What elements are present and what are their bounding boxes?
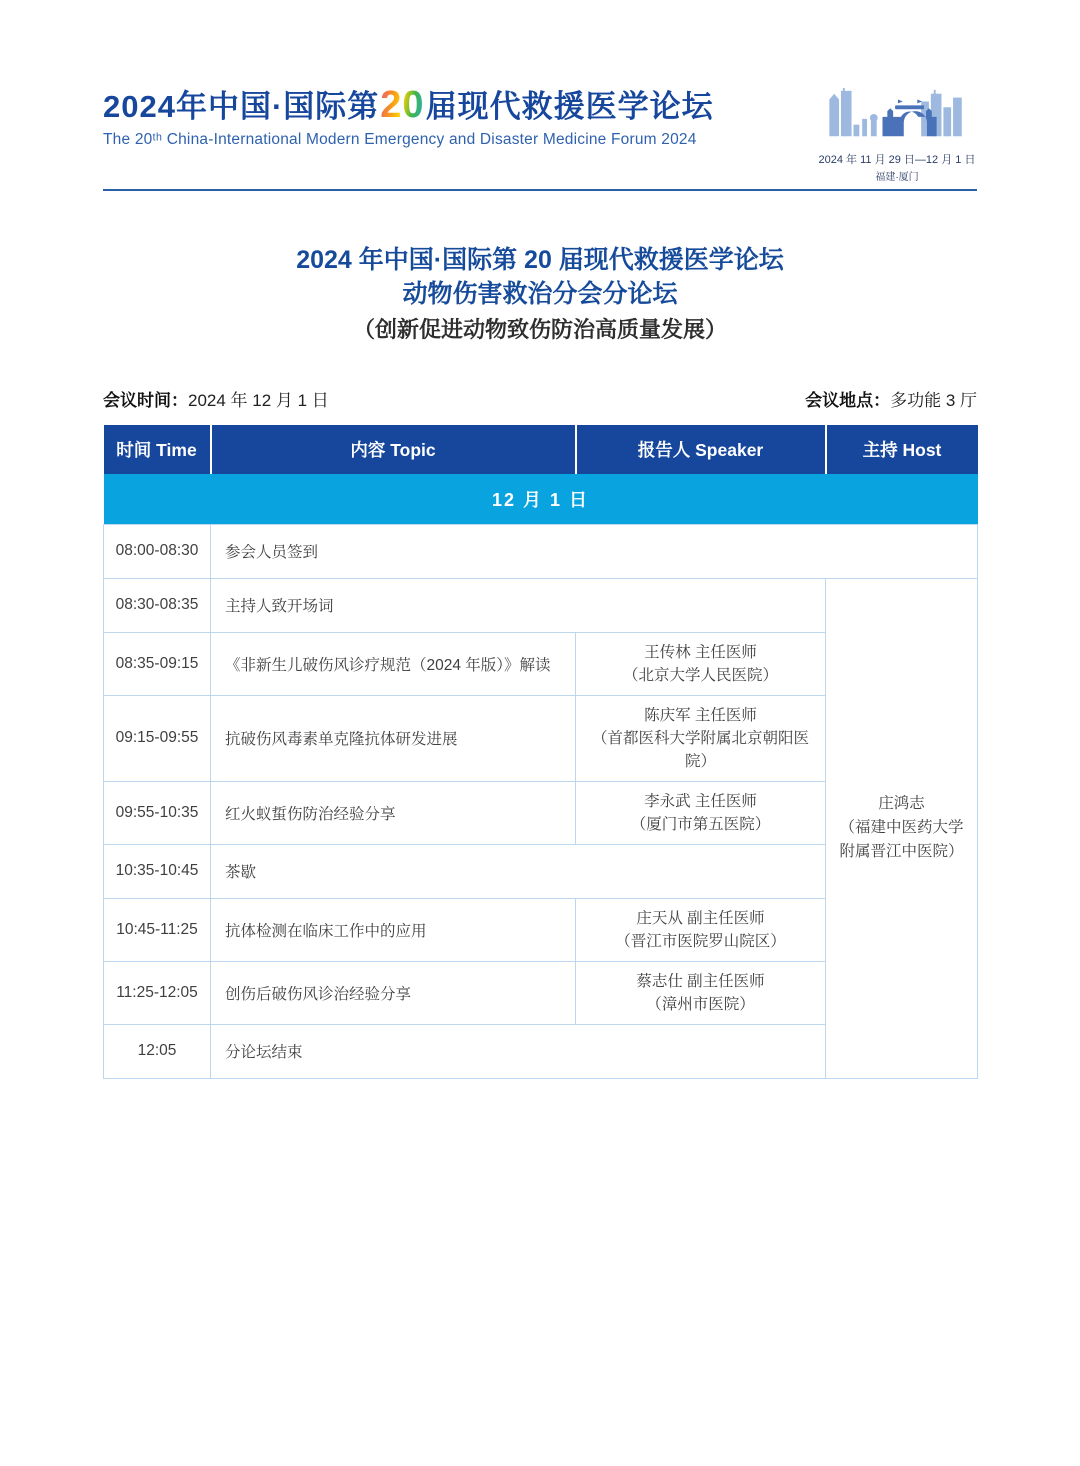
topic-cell: 抗体检测在临床工作中的应用 bbox=[211, 898, 576, 961]
header-divider bbox=[103, 189, 977, 191]
date-band: 12 月 1 日 bbox=[104, 474, 978, 524]
speaker-cell bbox=[576, 632, 826, 695]
time-cell: 08:35-09:15 bbox=[104, 632, 211, 695]
logo-subtitle-en: The 20ᵗʰ China-International Modern Emergency and Disaster Medicine Forum 2024 bbox=[103, 130, 697, 148]
column-header-row bbox=[104, 425, 978, 474]
time-cell: 12:05 bbox=[104, 1024, 211, 1078]
topic-cell: 参会人员签到 bbox=[211, 524, 978, 578]
schedule-table bbox=[103, 425, 978, 1079]
time-cell: 09:55-10:35 bbox=[104, 781, 211, 844]
time-cell: 08:00-08:30 bbox=[104, 524, 211, 578]
speaker-name: 蔡志仕 副主任医师 bbox=[636, 972, 765, 990]
speaker-org: （首都医科大学附属北京朝阳医院） bbox=[591, 729, 809, 770]
time-cell: 10:45-11:25 bbox=[104, 898, 211, 961]
badge-date: 2024 年 11 月 29 日—12 月 1 日 bbox=[818, 154, 976, 166]
badge-location: 福建·厦门 bbox=[875, 172, 919, 183]
title-line-3: （创新促进动物致伤防治高质量发展） bbox=[352, 317, 727, 342]
column-header-speaker: 报告人 Speaker bbox=[576, 425, 826, 474]
event-badge bbox=[817, 86, 977, 183]
time-cell: 10:35-10:45 bbox=[104, 844, 211, 898]
speaker-cell bbox=[576, 961, 826, 1024]
speaker-cell bbox=[576, 695, 826, 781]
forum-logo bbox=[103, 84, 714, 149]
column-header-time: 时间 Time bbox=[104, 425, 211, 474]
host-org-line: 附属晋江中医院） bbox=[839, 843, 964, 860]
topic-cell: 分论坛结束 bbox=[211, 1024, 826, 1078]
time-cell: 11:25-12:05 bbox=[104, 961, 211, 1024]
speaker-name: 李永武 主任医师 bbox=[644, 792, 757, 810]
logo-title bbox=[103, 84, 714, 128]
meeting-location bbox=[805, 386, 977, 411]
topic-cell: 红火蚁蜇伤防治经验分享 bbox=[211, 781, 576, 844]
host-name: 庄鸿志 bbox=[878, 795, 925, 812]
speaker-cell bbox=[576, 781, 826, 844]
logo-title-post: 届现代救援医学论坛 bbox=[425, 89, 714, 124]
speaker-org: （北京大学人民医院） bbox=[622, 666, 778, 684]
meeting-time-label: 会议时间： bbox=[103, 391, 188, 410]
logo-title-pre: 2024年中国·国际第 bbox=[103, 89, 380, 124]
topic-cell: 主持人致开场词 bbox=[211, 578, 826, 632]
table-row bbox=[104, 524, 978, 578]
speaker-name: 陈庆军 主任医师 bbox=[644, 706, 757, 724]
time-cell: 08:30-08:35 bbox=[104, 578, 211, 632]
topic-cell: 创伤后破伤风诊治经验分享 bbox=[211, 961, 576, 1024]
host-cell bbox=[826, 578, 978, 1078]
meeting-time-value: 2024 年 12 月 1 日 bbox=[188, 391, 329, 410]
title-line-1: 2024 年中国·国际第 20 届现代救援医学论坛 bbox=[296, 246, 784, 274]
column-header-host: 主持 Host bbox=[826, 425, 978, 474]
meeting-location-label: 会议地点： bbox=[805, 391, 891, 410]
column-header-topic: 内容 Topic bbox=[211, 425, 576, 474]
topic-cell: 茶歇 bbox=[211, 844, 826, 898]
title-line-2: 动物伤害救治分会分论坛 bbox=[402, 280, 678, 308]
host-org-line: （福建中医药大学 bbox=[839, 819, 964, 836]
table-row bbox=[104, 578, 978, 632]
speaker-org: （晋江市医院罗山院区） bbox=[615, 932, 786, 950]
speaker-name: 庄天从 副主任医师 bbox=[636, 909, 765, 927]
schedule-body bbox=[104, 524, 978, 1078]
speaker-org: （漳州市医院） bbox=[646, 995, 755, 1013]
topic-cell: 抗破伤风毒素单克隆抗体研发进展 bbox=[211, 695, 576, 781]
time-cell: 09:15-09:55 bbox=[104, 695, 211, 781]
city-skyline-icon bbox=[822, 86, 972, 144]
meeting-info bbox=[103, 386, 977, 411]
forum-header bbox=[103, 84, 977, 183]
speaker-org: （厦门市第五医院） bbox=[630, 815, 771, 833]
speaker-name: 王传林 主任医师 bbox=[644, 643, 757, 661]
date-band-row bbox=[104, 474, 978, 524]
topic-cell: 《非新生儿破伤风诊疗规范（2024 年版）》解读 bbox=[211, 632, 576, 695]
logo-number: 20 bbox=[380, 84, 425, 126]
meeting-location-value: 多功能 3 厅 bbox=[890, 391, 977, 410]
meeting-time bbox=[103, 386, 329, 411]
document-title bbox=[103, 243, 977, 346]
speaker-cell bbox=[576, 898, 826, 961]
